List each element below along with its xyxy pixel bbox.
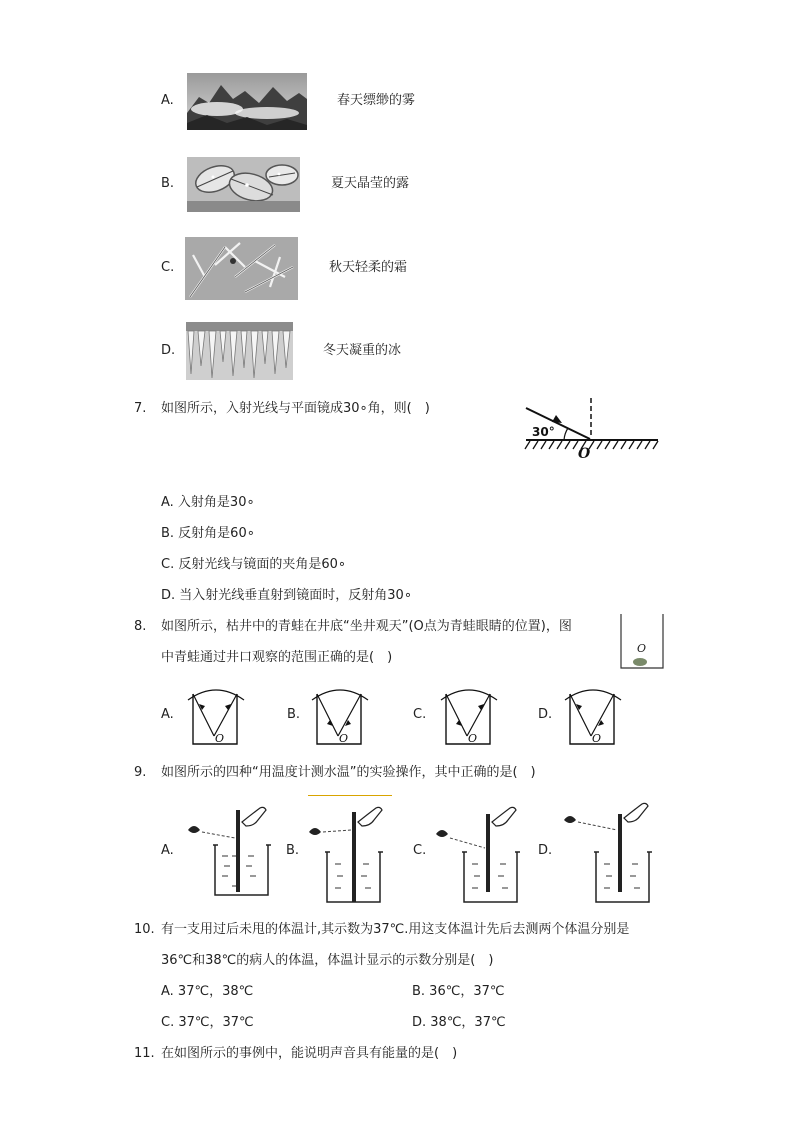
well-diagram-d: [563, 684, 625, 746]
option-caption: 夏天晶莹的露: [331, 176, 410, 191]
icicles-photo: [186, 322, 293, 380]
thermometer-beaker-d: [560, 800, 660, 904]
frog-well-thumbnail: [619, 612, 665, 670]
point-o-label: O: [339, 732, 349, 745]
angle-label: 30°: [532, 425, 555, 439]
thermometer-beaker-c: [432, 800, 532, 904]
question-number: 9.: [134, 765, 147, 780]
option-letter: A.: [161, 707, 174, 722]
point-o-label: O: [578, 446, 591, 462]
option-c: C. 反射光线与镜面的夹角是60∘: [161, 557, 347, 572]
option-letter: D.: [161, 343, 176, 358]
question-number: 10.: [134, 922, 155, 937]
option-letter: D.: [538, 843, 553, 858]
option-letter: B.: [286, 843, 300, 858]
point-o-label: O: [592, 732, 602, 745]
point-o-label: O: [215, 732, 225, 745]
question-stem-line1: 如图所示，枯井中的青蛙在井底“坐井观天”(O点为青蛙眼睛的位置)，图: [161, 619, 572, 634]
option-caption: 春天缥缈的雾: [337, 93, 416, 108]
option-b: B. 反射角是60∘: [161, 526, 255, 541]
question-stem-line2: 中青蛙通过井口观察的范围正确的是( ): [161, 650, 393, 665]
question-stem: 如图所示的四种“用温度计测水温”的实验操作，其中正确的是( ): [161, 765, 536, 780]
thermometer-beaker-a: [180, 800, 280, 900]
question-number: 7.: [134, 401, 147, 416]
option-d: D. 当入射光线垂直射到镜面时，反射角30∘: [161, 588, 412, 603]
thumb-o-label: O: [637, 642, 647, 655]
option-letter: C.: [413, 843, 427, 858]
option-letter: A.: [161, 843, 174, 858]
question-number: 8.: [134, 619, 147, 634]
option-caption: 冬天凝重的冰: [323, 343, 402, 358]
option-b: B. 36℃，37℃: [412, 984, 505, 999]
question-stem-line2: 36℃和38℃的病人的体温，体温计显示的示数分别是( ): [161, 953, 494, 968]
option-a: A. 入射角是30∘: [161, 495, 255, 510]
fog-mountain-photo: [187, 73, 307, 130]
thermometer-beaker-b: [305, 800, 405, 904]
question-number: 11.: [134, 1046, 155, 1061]
frost-branches-photo: [185, 237, 298, 300]
highlight-underline: [308, 795, 392, 796]
option-letter: B.: [161, 176, 175, 191]
well-diagram-a: [186, 684, 248, 746]
option-letter: C.: [161, 260, 175, 275]
option-letter: D.: [538, 707, 553, 722]
mirror-reflection-figure: [522, 394, 662, 464]
well-diagram-c: [439, 684, 501, 746]
dew-leaves-photo: [187, 157, 300, 212]
well-diagram-b: [310, 684, 372, 746]
question-stem: 如图所示，入射光线与平面镜成30∘角，则( ): [161, 401, 430, 416]
option-c: C. 37℃，37℃: [161, 1015, 254, 1030]
option-letter: C.: [413, 707, 427, 722]
question-stem: 在如图所示的事例中，能说明声音具有能量的是( ): [161, 1046, 458, 1061]
option-letter: B.: [287, 707, 301, 722]
option-d: D. 38℃，37℃: [412, 1015, 506, 1030]
option-caption: 秋天轻柔的霜: [329, 260, 408, 275]
option-letter: A.: [161, 93, 174, 108]
option-a: A. 37℃，38℃: [161, 984, 254, 999]
point-o-label: O: [468, 732, 478, 745]
question-stem-line1: 有一支用过后未甩的体温计,其示数为37℃.用这支体温计先后去测两个体温分别是: [161, 922, 630, 937]
